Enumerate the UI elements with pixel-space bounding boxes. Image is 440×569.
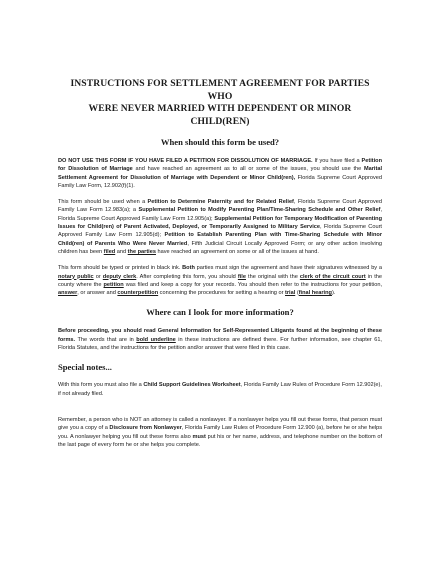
paragraph-child-support-worksheet: With this form you must also file a Child Support Guidelines Worksheet, Florida Family Law Rules of Procedure Form 12.902(e), if not already filed. bbox=[58, 382, 382, 397]
paragraph-filing-instructions: This form should be typed or printed in black ink. Both parties must sign the agreement and have their signatures witnessed by a notary public or deputy clerk. After completing this form, you should file the original with the clerk of the circuit court in the county where the petition was filed and keep a copy for your records. You should then refer to the instructions for your petition, answer, or answer and counterpetition concerning the procedures for setting a hearing or trial (final hearing). bbox=[58, 265, 383, 297]
paragraph-form-usage: This form should be used when a Petition to Determine Paternity and for Related Relief, Florida Supreme Court Approved Family Law Form 12.983(a); a Supplemental Petition to Modify Parenting Plan/Time-Sharing Schedule and Other Relief, Florida Supreme Court Approved Family Law Form 12.905(a); Supplemental Petition for Temporary Modification of Parenting Issues for Child(ren) of Parent Activated, Deployed, or Temporarily Assigned to Military Service, Florida Supreme Court Approved Family Law Form 12.905(d); Petition to Establish Parenting Plan with Time-Sharing Schedule with Minor Child(ren) of Parents Who Were Never Married, Fifth Judicial Circuit Locally Approved Form; or any other action involving children has been filed and the parties have reached an agreement on some or all of the issues at hand. bbox=[58, 199, 383, 255]
section-heading-special-notes: Special notes... bbox=[58, 362, 112, 373]
document-title bbox=[58, 78, 382, 128]
section-heading-more-info: Where can I look for more information? bbox=[146, 307, 294, 318]
paragraph-do-not-use: DO NOT USE THIS FORM IF YOU HAVE FILED A PETITION FOR DISSOLUTION OF MARRIAGE. If you have filed a Petition for Dissolution of Marriage and have reached an agreement as to all or some of the issues, you should use the Marital Settlement Agreement for Dissolution of Marriage with Dependent or Minor Child(ren), Florida Supreme Court Approved Family Law Form, 12.902(f)(1). bbox=[58, 158, 383, 189]
paragraph-more-info: Before proceeding, you should read General Information for Self-Represented Litigants found at the beginning of these forms. The words that are in bold underline in these instructions are defined there. For further information, see chapter 61, Florida Statutes, and the instructions for the petition and/or answer that were filed in this case. bbox=[58, 328, 382, 352]
title-line-2: WERE NEVER MARRIED WITH DEPENDENT OR MINOR CHILD(REN) bbox=[88, 103, 352, 127]
section-heading-when: When should this form be used? bbox=[160, 137, 280, 147]
paragraph-nonlawyer-notice: Remember, a person who is NOT an attorney is called a nonlawyer. If a nonlawyer helps you fill out these forms, that person must give you a copy of a Disclosure from Nonlawyer, Florida Family Law Rules of Procedure Form 12.900 (a), before he or she helps you. A nonlawyer helping you fill out these forms also must put his or her name, address, and telephone number on the bottom of the last page of every form he or she helps you complete. bbox=[58, 416, 383, 448]
title-line-1: INSTRUCTIONS FOR SETTLEMENT AGREEMENT FOR PARTIES WHO bbox=[70, 78, 370, 102]
